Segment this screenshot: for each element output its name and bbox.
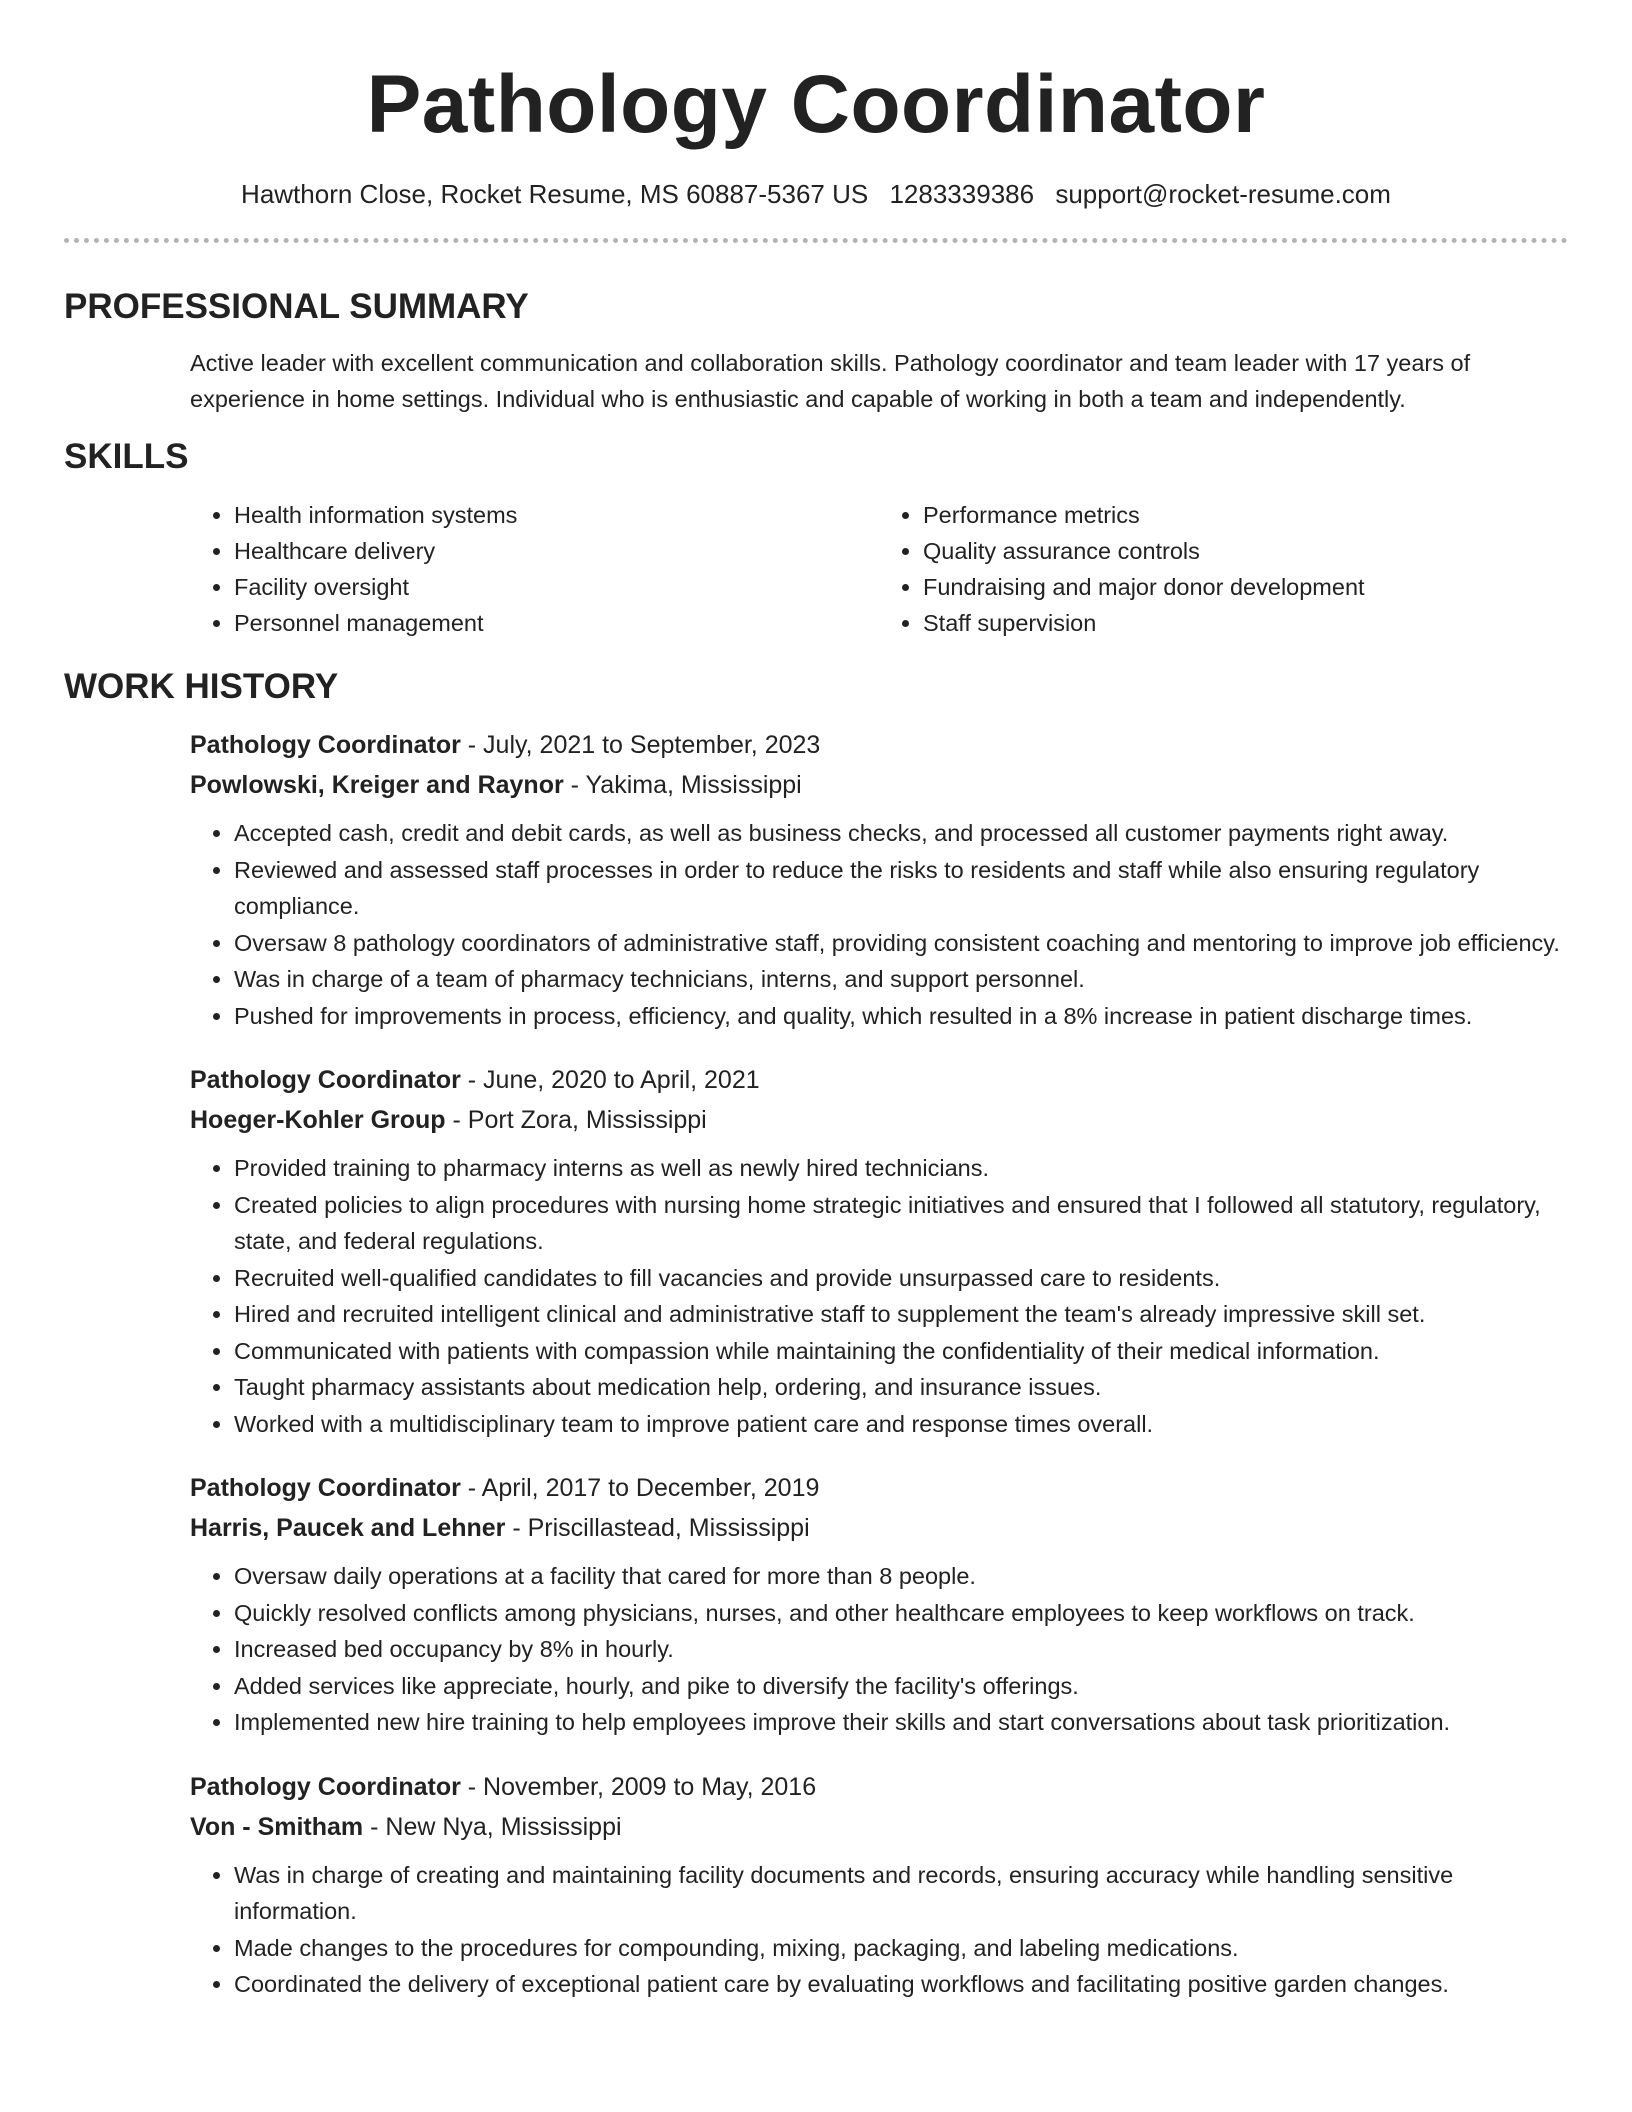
job-bullet: • Pushed for improvements in process, efficiency, and quality, which resulted in a 8% increase in patient discharge times. [234,998,1568,1035]
job-company-line [190,765,1568,805]
job-dates: - June, 2020 to April, 2021 [460,1066,760,1094]
job-title: Pathology Coordinator [190,1772,461,1801]
resume-name: Pathology Coordinator [366,59,1266,150]
skill-item: • Personnel management [234,605,879,641]
job-dates: - July, 2021 to September, 2023 [460,731,821,759]
job-company: Hoeger-Kohler Group [190,1106,446,1134]
summary-text: Active leader with excellent communication and collaboration skills. Pathology coordinator and team leader with 17 years of experience in home settings. Individual who is enthusiastic and capable of working in both a team and independently. [190,350,1471,412]
job-bullets [190,1857,1568,2003]
job-location: - Priscillastead, Mississippi [505,1514,810,1542]
job-company-line [190,1807,1568,1847]
job-bullet: • Quickly resolved conflicts among physicians, nurses, and other healthcare employees to keep workflows on track. [234,1595,1568,1632]
job-entry [190,1767,1568,2003]
job-bullet: • Was in charge of a team of pharmacy technicians, interns, and support personnel. [234,961,1568,998]
job-title-line [190,1060,1568,1100]
header-divider [64,238,1568,243]
job-bullet: • Oversaw daily operations at a facility that cared for more than 8 people. [234,1558,1568,1595]
job-title-line [190,1468,1568,1508]
skills-heading: SKILLS [64,437,189,476]
job-title-line [190,725,1568,765]
job-bullet: • Hired and recruited intelligent clinical and administrative staff to supplement the team's already impressive skill set. [234,1296,1568,1333]
job-location: - Yakima, Mississippi [563,771,802,799]
job-bullet: • Accepted cash, credit and debit cards, as well as business checks, and processed all customer payments right away. [234,815,1568,852]
skill-item: • Facility oversight [234,569,879,605]
job-bullet: • Worked with a multidisciplinary team to improve patient care and response times overall. [234,1406,1568,1443]
skill-item: • Healthcare delivery [234,533,879,569]
job-bullets [190,1558,1568,1741]
skill-item: • Health information systems [234,497,879,533]
skills-column-right [879,497,1568,641]
job-dates: - April, 2017 to December, 2019 [460,1474,820,1502]
summary-heading: PROFESSIONAL SUMMARY [64,287,529,326]
job-bullet: • Made changes to the procedures for compounding, mixing, packaging, and labeling medications. [234,1930,1568,1967]
job-bullets [190,815,1568,1034]
job-bullet: • Taught pharmacy assistants about medication help, ordering, and insurance issues. [234,1369,1568,1406]
job-entry [190,1060,1568,1442]
skill-item: • Performance metrics [923,497,1568,533]
job-bullets [190,1150,1568,1442]
job-dates: - November, 2009 to May, 2016 [460,1772,817,1801]
job-company: Von - Smitham [190,1812,364,1841]
work-history-heading: WORK HISTORY [64,667,339,706]
phone: 1283339386 [889,179,1035,209]
job-entry [190,725,1568,1034]
skills-column-left [190,497,879,641]
skill-item: • Quality assurance controls [923,533,1568,569]
job-bullet: • Was in charge of creating and maintaining facility documents and records, ensuring accuracy while handling sensitive information. [234,1857,1568,1930]
job-bullet: • Oversaw 8 pathology coordinators of administrative staff, providing consistent coaching and mentoring to improve job efficiency. [234,925,1568,962]
job-bullet: • Recruited well-qualified candidates to fill vacancies and provide unsurpassed care to residents. [234,1260,1568,1297]
job-company-line [190,1100,1568,1140]
job-bullet: • Implemented new hire training to help employees improve their skills and start conversations about task prioritization. [234,1704,1568,1741]
job-company: Harris, Paucek and Lehner [190,1514,506,1542]
contact-line [64,178,1568,210]
address: Hawthorn Close, Rocket Resume, MS 60887-5367 US [241,179,869,209]
job-bullet: • Communicated with patients with compassion while maintaining the confidentiality of their medical information. [234,1333,1568,1370]
email-link[interactable]: support@rocket-resume.com [1055,179,1391,209]
job-bullet: • Coordinated the delivery of exceptional patient care by evaluating workflows and facilitating positive garden changes. [234,1966,1568,2003]
job-bullet: • Added services like appreciate, hourly, and pike to diversify the facility's offerings. [234,1668,1568,1705]
job-bullet: • Increased bed occupancy by 8% in hourly. [234,1631,1568,1668]
skills-list [190,497,1568,641]
job-bullet: • Provided training to pharmacy interns as well as newly hired technicians. [234,1150,1568,1187]
skill-item: • Staff supervision [923,605,1568,641]
job-title: Pathology Coordinator [190,1066,461,1094]
job-company-line [190,1508,1568,1548]
job-title-line [190,1767,1568,1807]
job-title: Pathology Coordinator [190,1474,461,1502]
job-bullet: • Reviewed and assessed staff processes in order to reduce the risks to residents and staff while also ensuring regulatory compliance. [234,852,1568,925]
skill-item: • Fundraising and major donor development [923,569,1568,605]
job-title: Pathology Coordinator [190,731,461,759]
job-entry [190,1468,1568,1741]
job-location: - New Nya, Mississippi [363,1812,622,1841]
job-company: Powlowski, Kreiger and Raynor [190,771,564,799]
job-bullet: • Created policies to align procedures with nursing home strategic initiatives and ensured that I followed all statutory, regulatory, state, and federal regulations. [234,1187,1568,1260]
job-location: - Port Zora, Mississippi [445,1106,707,1134]
